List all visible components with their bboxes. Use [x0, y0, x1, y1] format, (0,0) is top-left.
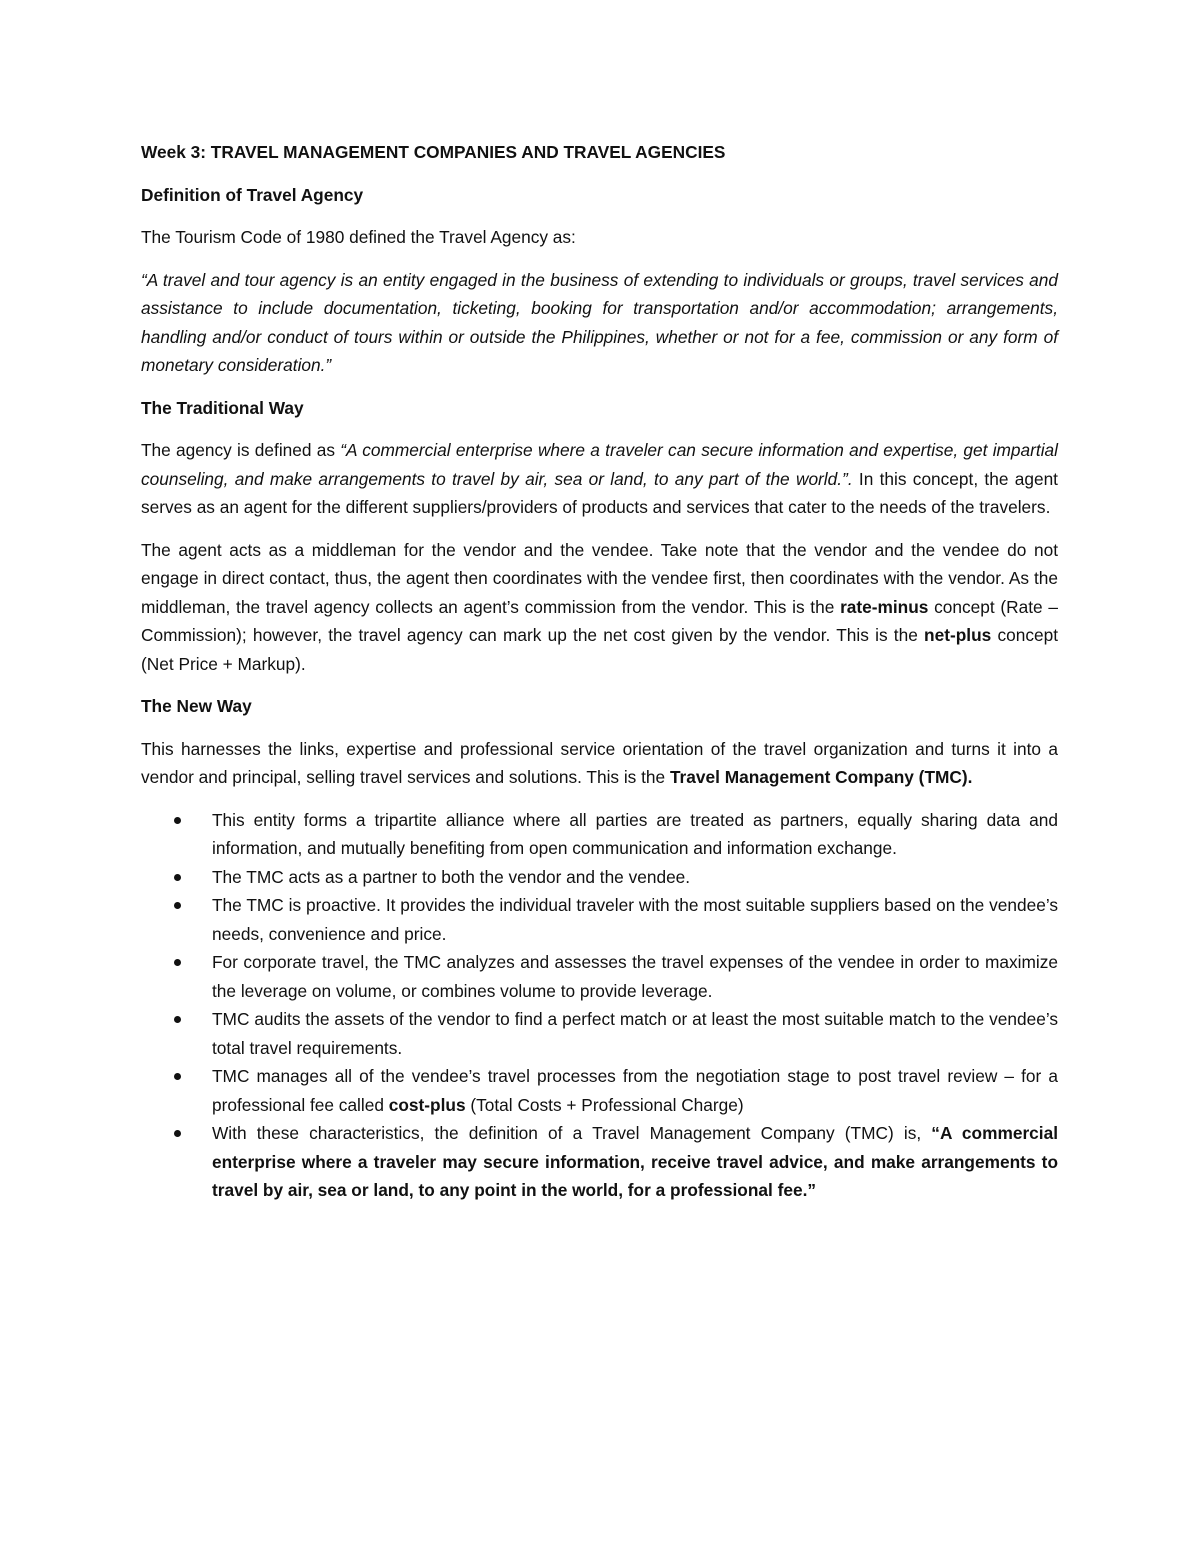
document-page	[141, 138, 1058, 1205]
bullet-icon	[174, 1130, 181, 1137]
new-way-p1-a: This harnesses the links, expertise and professional service orientation of the travel organization and turns it into a vendor and principal, selling travel services and solutions. This is the	[141, 738, 1058, 787]
cost-plus-term: cost-plus	[388, 1094, 466, 1115]
list-item	[141, 806, 1058, 863]
bullet-icon	[174, 959, 181, 966]
traditional-heading: The Traditional Way	[141, 397, 304, 418]
list-item-text-a: TMC manages all of the vendee’s travel processes from the negotiation stage to post travel review – for a professional fee called	[212, 1066, 1058, 1115]
traditional-p1-end: In this concept, the agent serves as an agent for the different suppliers/providers of products and services that cater to the needs of the travelers.	[141, 468, 1058, 517]
net-plus-term: net-plus	[924, 625, 992, 645]
tmc-term: Travel Management Company (TMC)	[669, 767, 968, 787]
list-item	[141, 1062, 1058, 1119]
list-item-text-c: (Total Costs + Professional Charge)	[465, 1094, 744, 1115]
bullet-icon	[174, 1016, 181, 1023]
list-item	[141, 948, 1058, 1005]
list-item	[141, 891, 1058, 948]
traditional-p1-quote: “A commercial enterprise where a traveler can secure information and expertise, get impartial counseling, and make arrangements to travel by air, sea or land, to any part of the world.”.	[141, 440, 1058, 489]
traditional-paragraph-1	[141, 436, 1058, 522]
list-item-text: The TMC is proactive. It provides the individual traveler with the most suitable suppliers based on the vendee’s needs, convenience and price.	[212, 895, 1058, 944]
list-item	[141, 863, 1058, 892]
list-item-text: The TMC acts as a partner to both the vendor and the vendee.	[212, 866, 691, 887]
page-title: Week 3: TRAVEL MANAGEMENT COMPANIES AND TRAVEL AGENCIES	[141, 142, 726, 162]
traditional-p2-c: concept (Rate – Commission); however, the travel agency can mark up the net cost given by the vendor. This is the	[141, 596, 1058, 645]
new-way-heading: The New Way	[141, 696, 252, 716]
bullet-icon	[174, 874, 181, 881]
list-item-text: TMC audits the assets of the vendor to find a perfect match or at least the most suitable match to the vendee’s total travel requirements.	[212, 1009, 1058, 1058]
tmc-definition-quote: “A commercial enterprise where a traveler may secure information, receive travel advice, and make arrangements to travel by air, sea or land, to any point in the world, for a professional fee.”	[212, 1123, 1058, 1200]
rate-minus-term: rate-minus	[840, 596, 929, 617]
list-item-text-a: With these characteristics, the definition of a Travel Management Company (TMC) is,	[212, 1123, 932, 1143]
bullet-icon	[174, 1073, 181, 1080]
list-item-text: This entity forms a tripartite alliance where all parties are treated as partners, equally sharing data and information, and mutually benefiting from open communication and information exchange.	[212, 809, 1058, 858]
bullet-icon	[174, 902, 181, 909]
bullet-icon	[174, 817, 181, 824]
definition-quote: “A travel and tour agency is an entity engaged in the business of extending to individuals or groups, travel services and assistance to include documentation, ticketing, booking for transportation and/or accommodation; arrangements, handling and/or conduct of tours within or outside the Philippines, whether or not for a fee, commission or any form of monetary consideration.”	[141, 269, 1058, 375]
definition-heading: Definition of Travel Agency	[141, 184, 364, 205]
list-item	[141, 1119, 1058, 1205]
list-item-text: For corporate travel, the TMC analyzes and assesses the travel expenses of the vendee in order to maximize the leverage on volume, or combines volume to provide leverage.	[212, 952, 1058, 1001]
new-way-p1-c: .	[967, 767, 973, 787]
list-item	[141, 1005, 1058, 1062]
traditional-p2-e: concept (Net Price + Markup).	[141, 625, 1058, 674]
tmc-characteristics-list	[141, 806, 1058, 1205]
traditional-paragraph-2	[141, 536, 1058, 679]
traditional-p2-a: The agent acts as a middleman for the vendor and the vendee. Take note that the vendor and the vendee do not engage in direct contact, thus, the agent then coordinates with the vendee first, then coordinates with the vendor. As the middleman, the travel agency collects an agent’s commission from the vendor. This is the	[141, 539, 1058, 617]
new-way-paragraph	[141, 735, 1058, 792]
traditional-p1-start: The agency is defined as	[141, 440, 341, 460]
definition-intro: The Tourism Code of 1980 defined the Travel Agency as:	[141, 227, 576, 247]
